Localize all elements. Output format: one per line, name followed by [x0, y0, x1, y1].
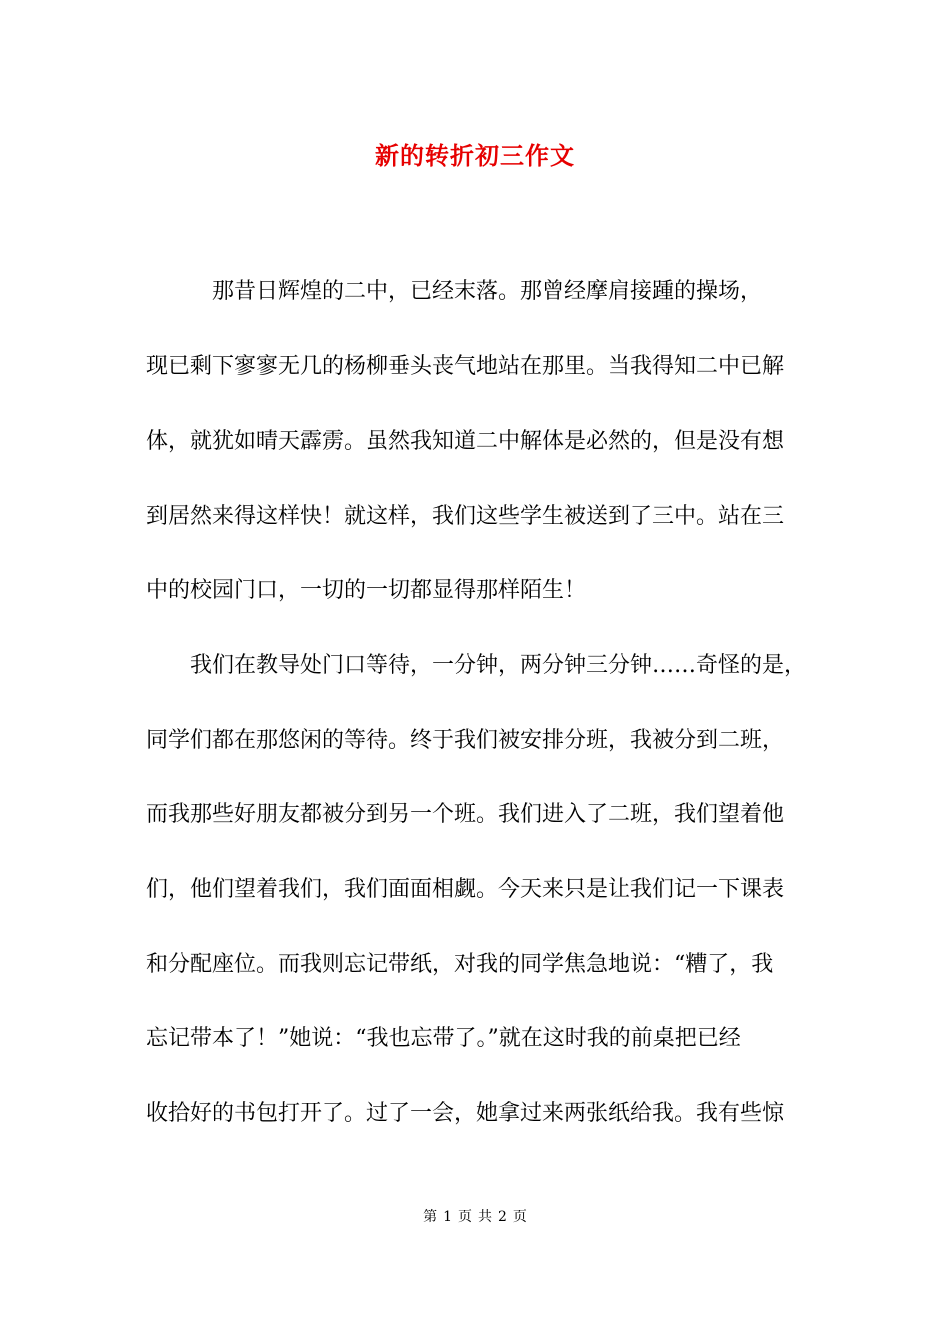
text-line: 中的校园门口，一切的一切都显得那样陌生！ [146, 578, 587, 603]
text-line: 体，就犹如晴天霹雳。虽然我知道二中解体是必然的，但是没有想 [146, 429, 785, 454]
text-line: 我们在教导处门口等待，一分钟，两分钟三分钟……奇怪的是， [146, 653, 807, 678]
text-line: 们，他们望着我们，我们面面相觑。今天来只是让我们记一下课表 [146, 877, 785, 902]
page-label: 第 [423, 1209, 438, 1225]
total-unit: 页 [512, 1209, 527, 1225]
page-number: 1 [443, 1209, 452, 1225]
page-title: 新的转折初三作文 [375, 141, 575, 170]
page-unit: 页 [458, 1209, 472, 1225]
total-label: 共 [478, 1209, 492, 1225]
page-footer [0, 1207, 950, 1227]
text-line: 那昔日辉煌的二中，已经末落。那曾经摩肩接踵的操场， [146, 279, 763, 304]
text-line: 而我那些好朋友都被分到另一个班。我们进入了二班，我们望着他 [146, 802, 785, 827]
text-line: 收拾好的书包打开了。过了一会，她拿过来两张纸给我。我有些惊 [146, 1101, 785, 1126]
text-line: 同学们都在那悠闲的等待。终于我们被安排分班，我被分到二班， [146, 728, 785, 753]
text-line: 和分配座位。而我则忘记带纸，对我的同学焦急地说：“糟了，我 [146, 952, 774, 977]
text-line: 到居然来得这样快！就这样，我们这些学生被送到了三中。站在三 [146, 504, 785, 529]
text-line: 现已剩下寥寥无几的杨柳垂头丧气地站在那里。当我得知二中已解 [146, 354, 785, 379]
text-line: 忘记带本了！”她说：“我也忘带了。”就在这时我的前桌把已经 [146, 1026, 741, 1051]
total-pages: 2 [498, 1209, 507, 1225]
